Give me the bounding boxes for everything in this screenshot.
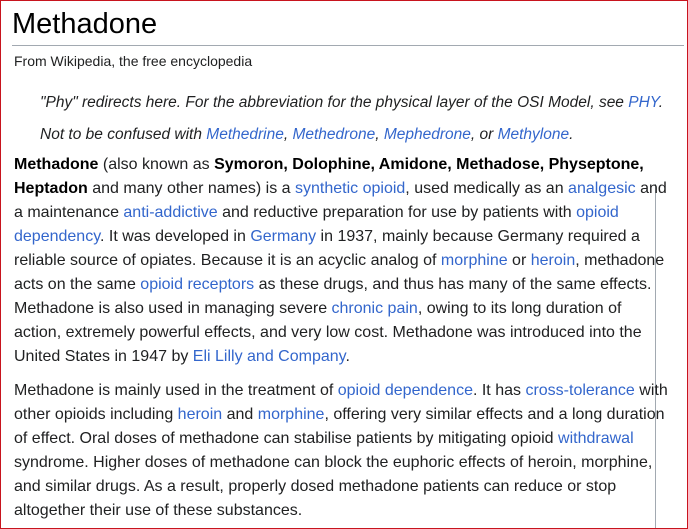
link-cross-tolerance[interactable]: cross-tolerance (525, 382, 635, 399)
paragraph-intro (14, 153, 670, 369)
text-run: syndrome. Higher doses of methadone can block the euphoric effects of heroin, morphine, and similar drugs. As a result, properly dosed methadone patients can reduce or stop altogether their use of these substances. (14, 454, 653, 519)
hatnote-separator: , (283, 126, 293, 143)
text-run: . (345, 348, 350, 365)
link-heroin[interactable]: heroin (530, 252, 576, 269)
hatnote-redirect-end: . (658, 94, 664, 111)
link-mephedrone[interactable]: Mephedrone (383, 126, 471, 143)
hatnote-confused-text: Not to be confused with (40, 126, 207, 143)
text-run: and reductive preparation for use by patients with (217, 204, 577, 221)
text-run: , owing to its long duration of action, extremely powerful effects, and very low cost. Methadone was introduced into the United States in 1947 by (14, 300, 642, 365)
term-alt-names: Symoron, Dolophine, Amidone, Methadose, Physeptone, Heptadon (14, 156, 644, 197)
term-methadone: Methadone (14, 156, 99, 173)
hatnote-separator: , (375, 126, 384, 143)
link-opioid-dependency[interactable]: opioid dependency (14, 204, 619, 245)
hatnote-confused-end: . (569, 126, 574, 143)
text-run: with other opioids including (14, 382, 668, 423)
link-eli-lilly[interactable]: Eli Lilly and Company (192, 348, 346, 365)
text-run: and a maintenance (14, 180, 667, 221)
link-methedrone[interactable]: Methedrone (292, 126, 376, 143)
text-run: in 1937, mainly because Germany required a reliable source of opiates. Because it is an acyclic analog of (14, 228, 640, 269)
link-methylone[interactable]: Methylone (497, 126, 570, 143)
link-anti-addictive[interactable]: anti-addictive (123, 204, 218, 221)
text-run: , offering very similar effects and a long duration of effect. Oral doses of methadone can stabilise patients by mitigating opioid (14, 406, 665, 447)
text-run: or (507, 252, 531, 269)
title-divider (12, 45, 684, 46)
hatnote-confused (40, 125, 573, 145)
text-run: , methadone acts on the same (14, 252, 665, 293)
link-morphine[interactable]: morphine (440, 252, 508, 269)
hatnote-separator: , or (470, 126, 498, 143)
hatnote-redirect-text: "Phy" redirects here. For the abbreviation for the physical layer of the OSI Model, see (40, 94, 629, 111)
text-run: and (222, 406, 258, 423)
link-heroin[interactable]: heroin (177, 406, 223, 423)
text-run: and many other names) is a (87, 180, 295, 197)
page-subtitle: From Wikipedia, the free encyclopedia (14, 53, 253, 69)
link-synthetic-opioid[interactable]: synthetic opioid (295, 180, 406, 197)
page-title: Methadone (12, 8, 158, 40)
text-run: as these drugs, and thus has many of the same effects. Methadone is also used in managing severe (14, 276, 652, 317)
link-morphine[interactable]: morphine (257, 406, 325, 423)
link-germany[interactable]: Germany (250, 228, 317, 245)
link-opioid-receptors[interactable]: opioid receptors (140, 276, 255, 293)
link-phy[interactable]: PHY (628, 94, 659, 111)
paragraph-usage (14, 379, 670, 523)
link-withdrawal[interactable]: withdrawal (558, 430, 634, 447)
text-run: Methadone is mainly used in the treatment of (14, 382, 338, 399)
text-run: . It has (472, 382, 526, 399)
text-run: . It was developed in (100, 228, 251, 245)
text-run: (also known as (98, 156, 215, 173)
text-run: , used medically as an (405, 180, 569, 197)
link-analgesic[interactable]: analgesic (568, 180, 636, 197)
hatnote-redirect (40, 93, 663, 113)
link-chronic-pain[interactable]: chronic pain (331, 300, 418, 317)
link-methedrine[interactable]: Methedrine (206, 126, 284, 143)
link-opioid-dependence[interactable]: opioid dependence (337, 382, 473, 399)
